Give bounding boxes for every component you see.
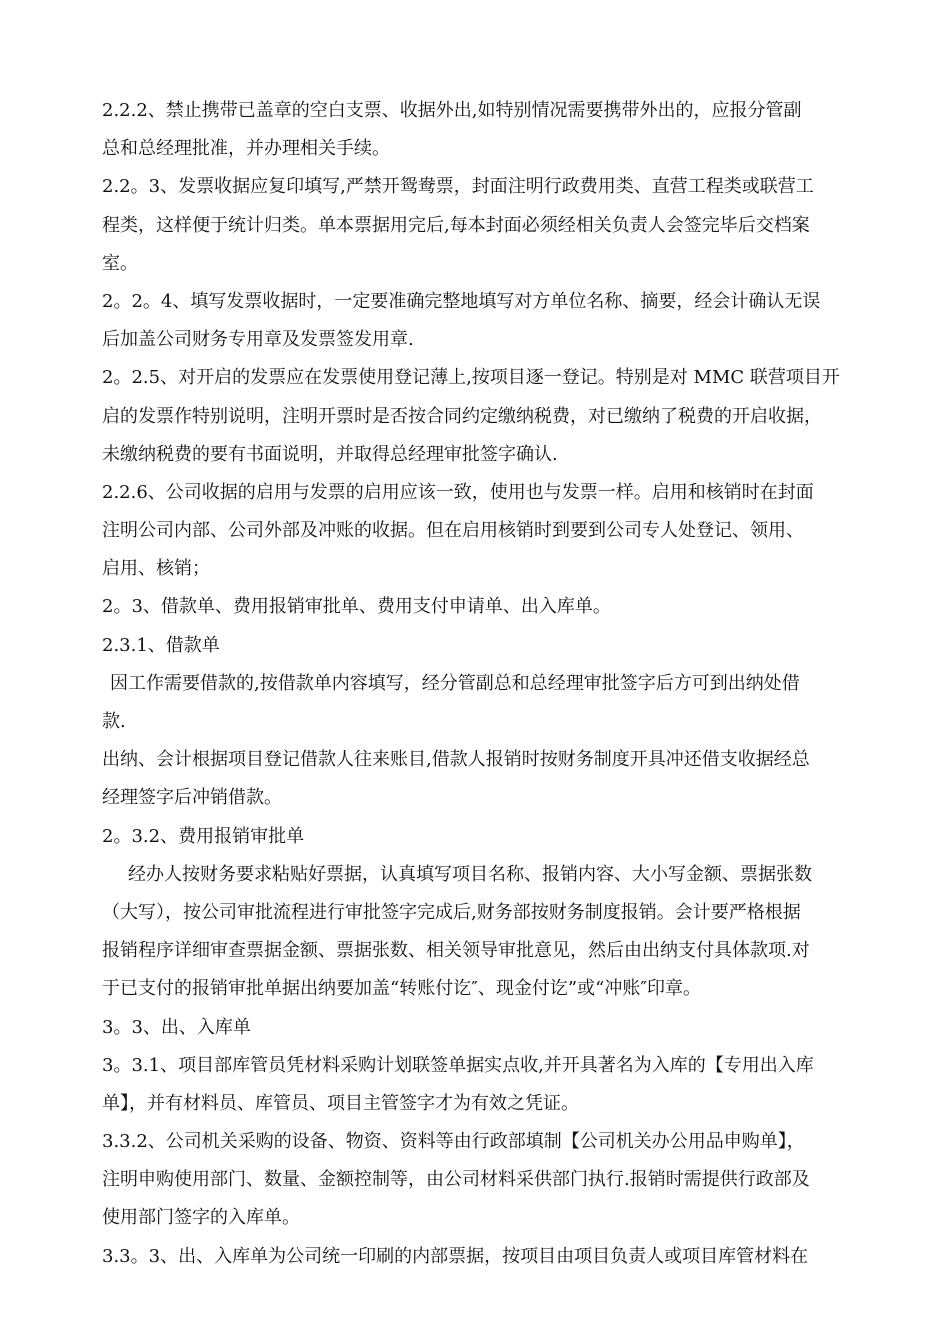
paragraph-line: 2.2。3、发票收据应复印填写,严禁开鸳鸯票，封面注明行政费用类、直营工程类或联营工: [102, 176, 814, 198]
paragraph-line: 启的发票作特别说明，注明开票时是否按合同约定缴纳税费，对已缴纳了税费的开启收据，: [102, 405, 822, 427]
paragraph-line: 出纳、会计根据项目登记借款人往来账目,借款人报销时按财务制度开具冲还借支收据经总: [102, 749, 810, 771]
paragraph-line: 启用、核销；: [102, 558, 210, 580]
section-heading: 2。3.2、费用报销审批单: [102, 825, 305, 847]
paragraph-line: 总和总经理批准，并办理相关手续。: [102, 138, 390, 160]
paragraph-line: 款.: [102, 711, 126, 732]
paragraph-line: 经理签字后冲销借款。: [102, 787, 282, 809]
paragraph-line: 使用部门签字的入库单。: [102, 1207, 300, 1229]
paragraph-line: 程类，这样便于统计归类。单本票据用完后,每本封面必须经相关负责人会签完毕后交档案: [102, 214, 810, 236]
paragraph-line: （大写），按公司审批流程进行审批签字完成后,财务部按财务制度报销。会计要严格根据: [102, 901, 801, 923]
paragraph-line: 注明申购使用部门、数量、金额控制等，由公司材料采供部门执行.报销时需提供行政部及: [102, 1169, 810, 1191]
paragraph-line: 于已支付的报销审批单据出纳要加盖“转账付讫″、现金付讫”或“冲账″印章。: [102, 978, 702, 1000]
paragraph-line: 2.2.2、禁止携带已盖章的空白支票、收据外出,如特别情况需要携带外出的，应报分管副: [102, 100, 802, 121]
paragraph-line: 报销程序详细审查票据金额、票据张数、相关领导审批意见，然后由出纳支付具体款项.对: [102, 940, 810, 962]
paragraph-line: 因工作需要借款的,按借款单内容填写，经分管副总和总经理审批签字后方可到出纳处借: [110, 672, 800, 694]
paragraph-line: 未缴纳税费的要有书面说明，并取得总经理审批签字确认.: [102, 443, 558, 465]
paragraph-line: 3。3.1、项目部库管员凭材料采购计划联签单据实点收,并开具著名为入库的【专用出入库: [102, 1054, 814, 1076]
paragraph-line: 3.3。3、出、入库单为公司统一印刷的内部票据，按项目由项目负责人或项目库管材料在: [102, 1245, 809, 1267]
paragraph-line: 2。2.5、对开启的发票应在发票使用登记薄上,按项目逐一登记。特别是对 MMC 联营项目开: [102, 367, 840, 389]
paragraph-line: 经办人按财务要求粘贴好票据，认真填写项目名称、报销内容、大小写金额、票据张数: [128, 863, 812, 885]
paragraph-line: 室。: [102, 252, 138, 274]
section-heading: 2.3.1、借款单: [102, 634, 220, 656]
paragraph-line: 2.2.6、公司收据的启用与发票的启用应该一致，使用也与发票一样。启用和核销时在封面: [102, 481, 814, 503]
paragraph-line: 单】，并有材料员、库管员、项目主管签字才为有效之凭证。: [102, 1092, 579, 1114]
paragraph-line: 2。2。4、填写发票收据时，一定要准确完整地填写对方单位名称、摘要，经会计确认无误: [102, 290, 821, 312]
paragraph-line: 注明公司内部、公司外部及冲账的收据。但在启用核销时到要到公司专人处登记、领用、: [102, 520, 804, 542]
paragraph-line: 后加盖公司财务专用章及发票签发用章.: [102, 329, 414, 351]
section-heading: 3。3、出、入库单: [102, 1016, 251, 1038]
paragraph-line: 3.3.2、公司机关采购的设备、物资、资料等由行政部填制【公司机关办公用品申购单】，: [102, 1131, 805, 1153]
section-heading: 2。3、借款单、费用报销审批单、费用支付申请单、出入库单。: [102, 596, 611, 618]
document-body: [102, 92, 882, 1276]
